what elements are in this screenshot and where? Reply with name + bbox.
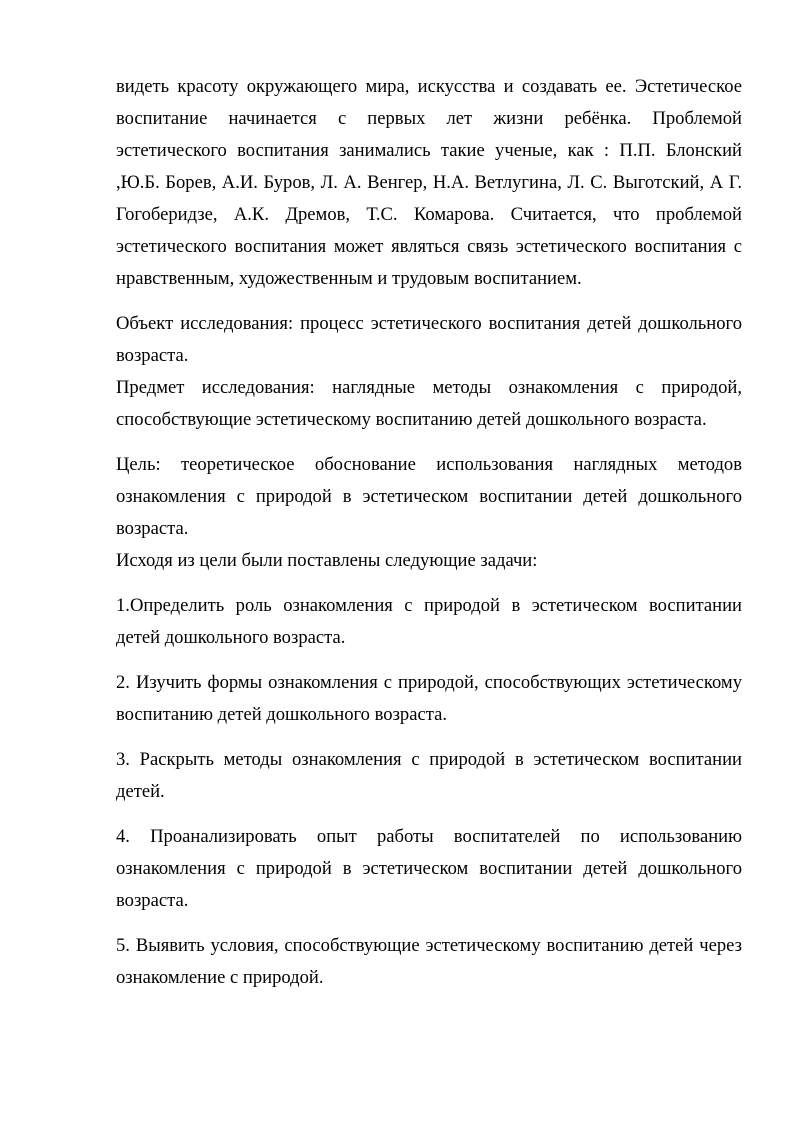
task-item-5: 5. Выявить условия, способствующие эстетическому воспитанию детей через ознакомление с природой. [116, 935, 742, 988]
task-item-4: 4. Проанализировать опыт работы воспитателей по использованию ознакомления с природой в эстетическом воспитании детей дошкольного возраста. [116, 826, 742, 911]
tasks-intro-paragraph: Исходя из цели были поставлены следующие задачи: [116, 550, 538, 571]
research-object-paragraph: Объект исследования: процесс эстетического воспитания детей дошкольного возраста. [116, 313, 742, 366]
research-subject-paragraph: Предмет исследования: наглядные методы ознакомления с природой, способствующие эстетическому воспитанию детей дошкольного возраста. [116, 377, 742, 430]
task-item-2: 2. Изучить формы ознакомления с природой, способствующих эстетическому воспитанию детей дошкольного возраста. [116, 672, 742, 725]
document-body [116, 71, 742, 994]
goal-paragraph: Цель: теоретическое обоснование использования наглядных методов ознакомления с природой в эстетическом воспитании детей дошкольного возраста. [116, 454, 742, 539]
task-item-1: 1.Определить роль ознакомления с природой в эстетическом воспитании детей дошкольного возраста. [116, 595, 742, 648]
intro-paragraph: видеть красоту окружающего мира, искусства и создавать ее. Эстетическое воспитание начинается с первых лет жизни ребёнка. Проблемой эстетического воспитания занимались такие ученые, как : П.П. Блонский ,Ю.Б. Борев, А.И. Буров, Л. А. Венгер, Н.А. Ветлугина, Л. С. Выготский, А Г. Гогоберидзе, А.К. Дремов, Т.С. Комарова. Считается, что проблемой эстетического воспитания может являться связь эстетического воспитания с нравственным, художественным и трудовым воспитанием. [116, 76, 742, 289]
task-item-3: 3. Раскрыть методы ознакомления с природой в эстетическом воспитании детей. [116, 749, 742, 802]
